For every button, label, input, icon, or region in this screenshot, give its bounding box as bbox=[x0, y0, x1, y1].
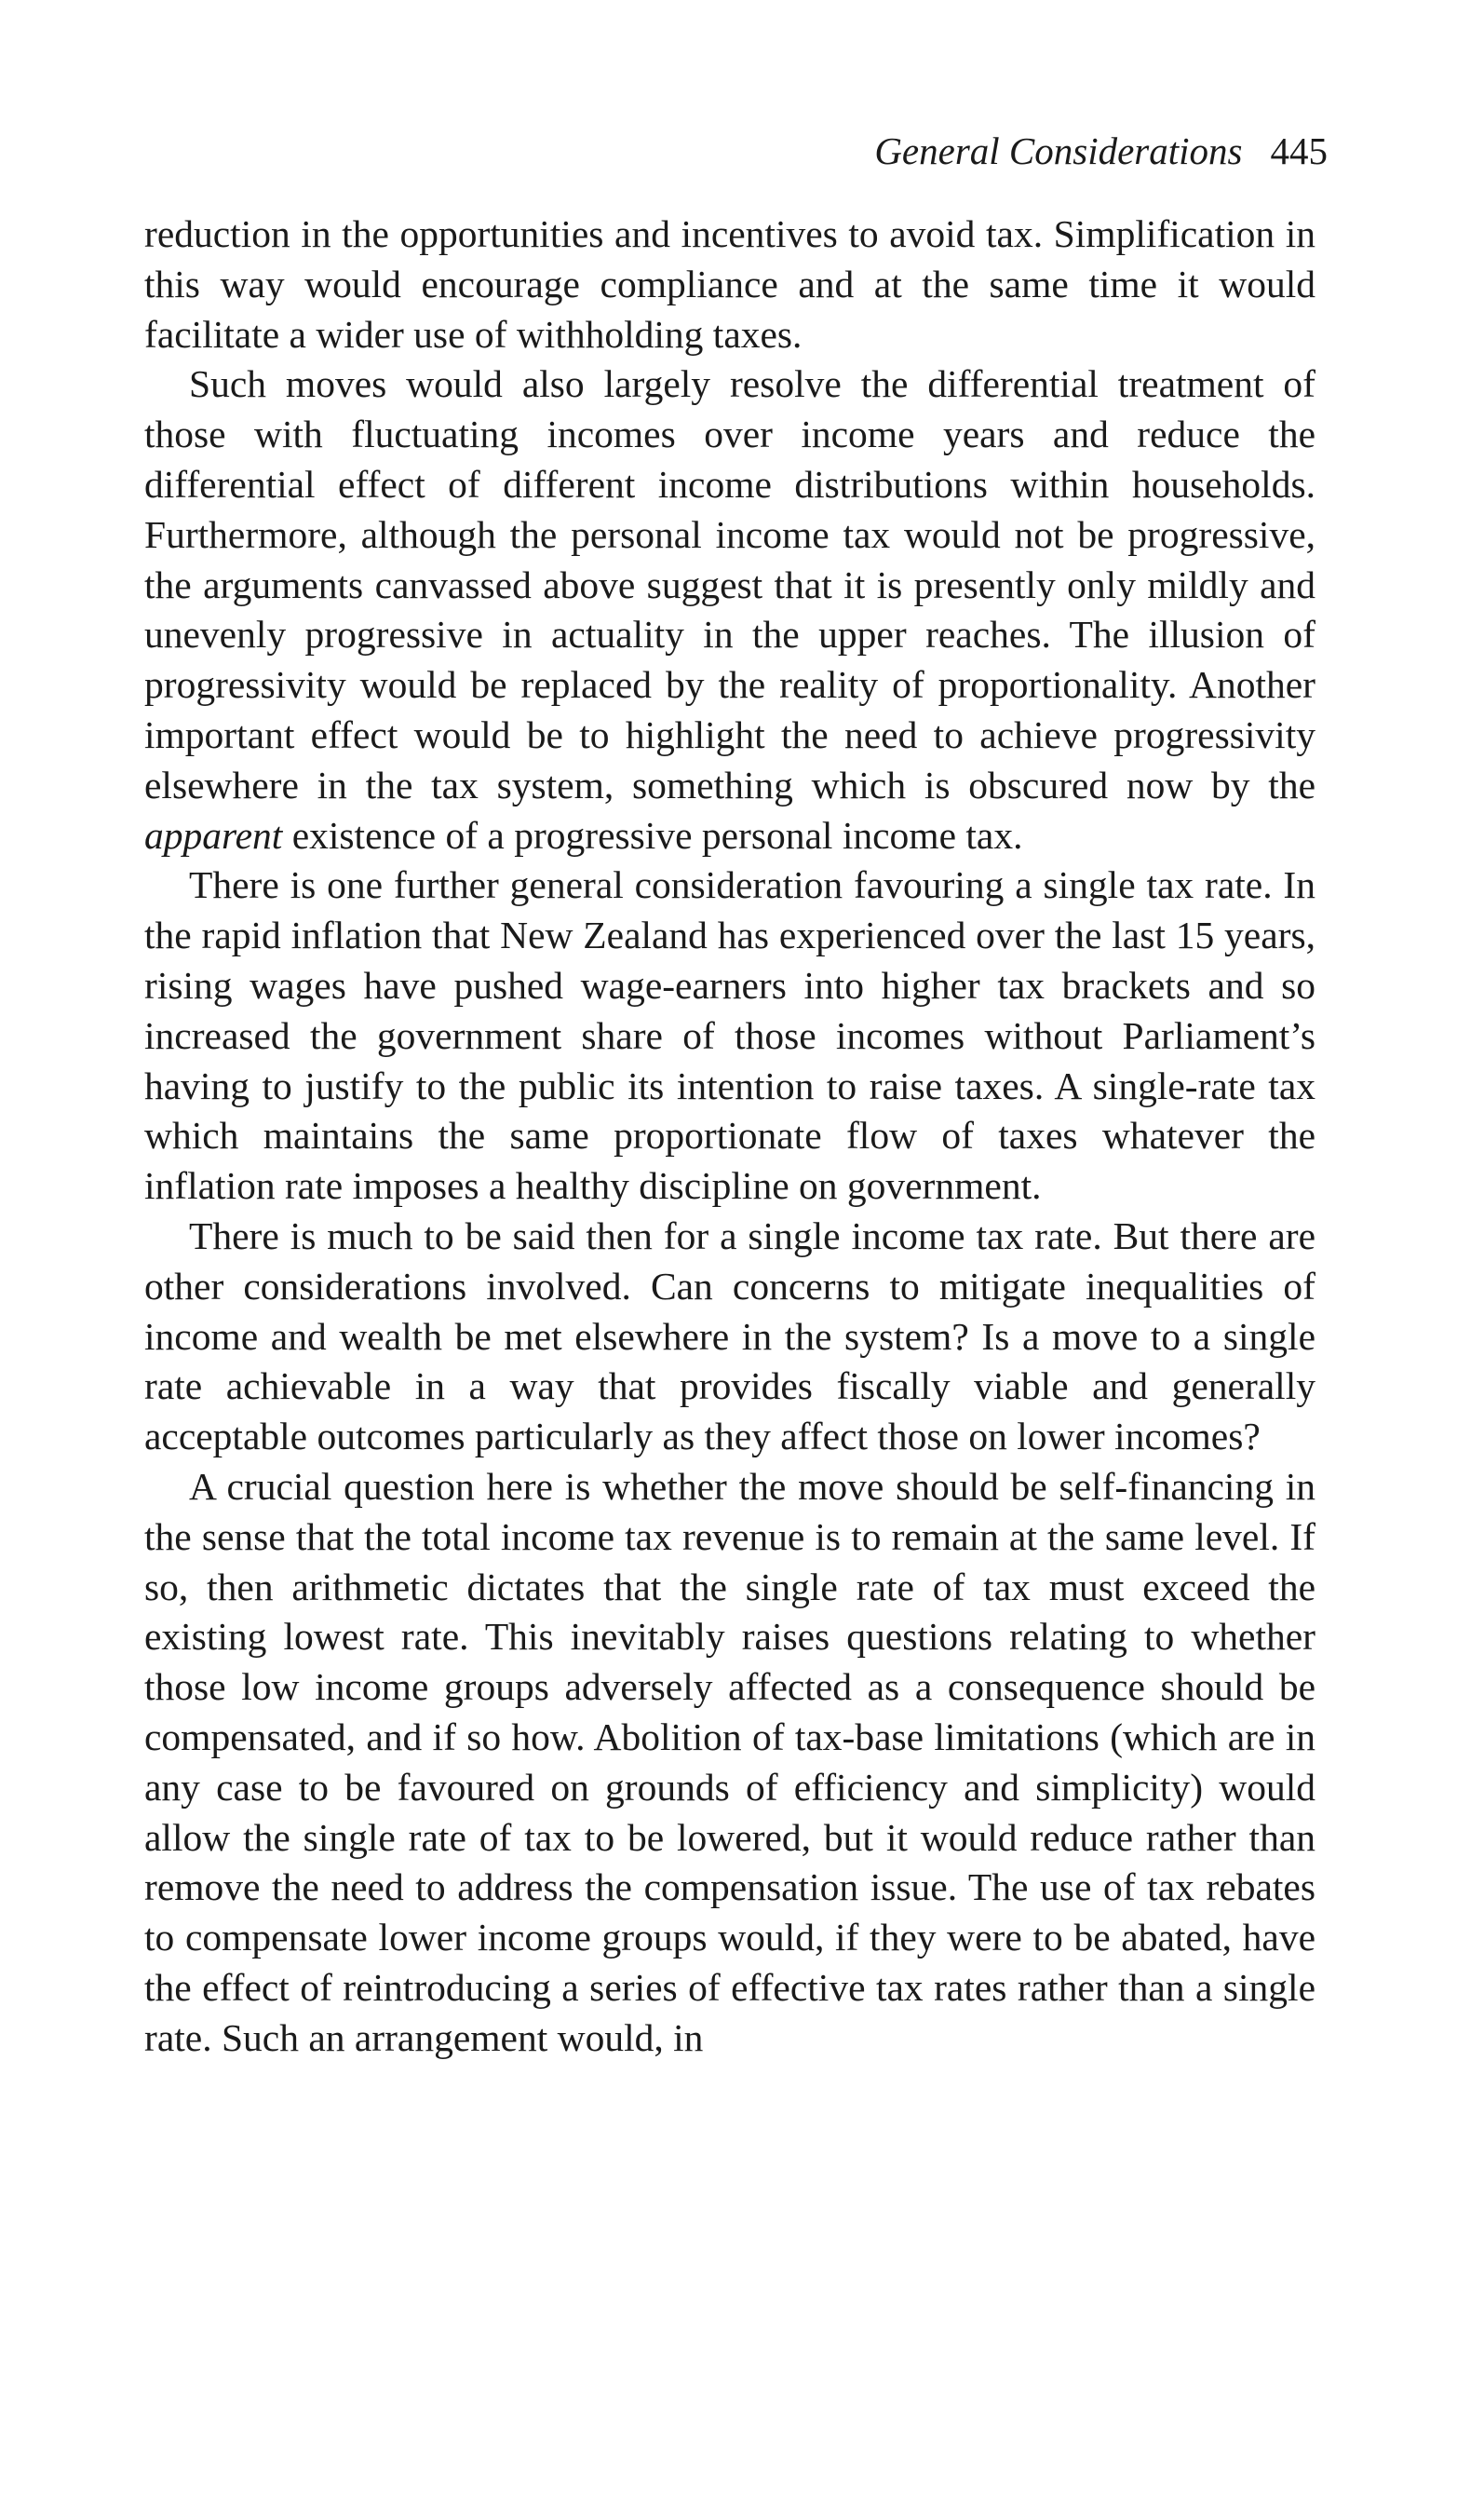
body-text bbox=[144, 210, 1315, 2063]
running-title: General Considerations bbox=[874, 129, 1243, 172]
paragraph-2 bbox=[144, 359, 1315, 861]
paragraph-2-emphasis: apparent bbox=[144, 813, 283, 857]
paragraph-2-text-before: Such moves would also largely resolve the differential treatment of those with fluctuating incomes over income years and reduce the differential effect of different income distributions within households. Furthermore, although the personal income tax would not be progressive, the arguments canvassed above suggest that it is presently only mildly and unevenly progressive in actuality in the upper reaches. The illusion of progressivity would be replaced by the reality of proportionality. Another important effect would be to highlight the need to achieve progressivity elsewhere in the tax system, something which is obscured now by the bbox=[144, 362, 1315, 807]
paragraph-5: A crucial question here is whether the move should be self-financing in the sense that the total income tax revenue is to remain at the same level. If so, then arithmetic dictates that the single rate of tax must exceed the existing lowest rate. This inevitably raises questions relating to whether those low income groups adversely affected as a consequence should be compensated, and if so how. Abolition of tax-base limitations (which are in any case to be favoured on grounds of efficiency and simplicity) would allow the single rate of tax to be lowered, but it would reduce rather than remove the need to address the compensation issue. The use of tax rebates to compensate lower income groups would, if they were to be abated, have the effect of reintroducing a series of effective tax rates rather than a single rate. Such an arrangement would, in bbox=[144, 1464, 1315, 2059]
paragraph-2-text-after: existence of a progressive personal income tax. bbox=[282, 813, 1023, 857]
page-number: 445 bbox=[1270, 129, 1328, 172]
running-header bbox=[144, 129, 1328, 173]
paragraph-4: There is much to be said then for a single income tax rate. But there are other considerations involved. Can concerns to mitigate inequalities of income and wealth be met elsewhere in the system? Is a move to a single rate achievable in a way that provides fiscally viable and generally acceptable outcomes particularly as they affect those on lower incomes? bbox=[144, 1213, 1315, 1458]
paragraph-1: reduction in the opportunities and incentives to avoid tax. Simplification in this way would encourage compliance and at the same time it would facilitate a wider use of withholding taxes. bbox=[144, 212, 1315, 356]
paragraph-3: There is one further general consideration favouring a single tax rate. In the rapid inflation that New Zealand has experienced over the last 15 years, rising wages have pushed wage-earners into higher tax brackets and so increased the government share of those incomes without Parliament’s having to justify to the public its intention to raise taxes. A single-rate tax which maintains the same proportionate flow of taxes whatever the inflation rate imposes a healthy discipline on government. bbox=[144, 863, 1315, 1208]
